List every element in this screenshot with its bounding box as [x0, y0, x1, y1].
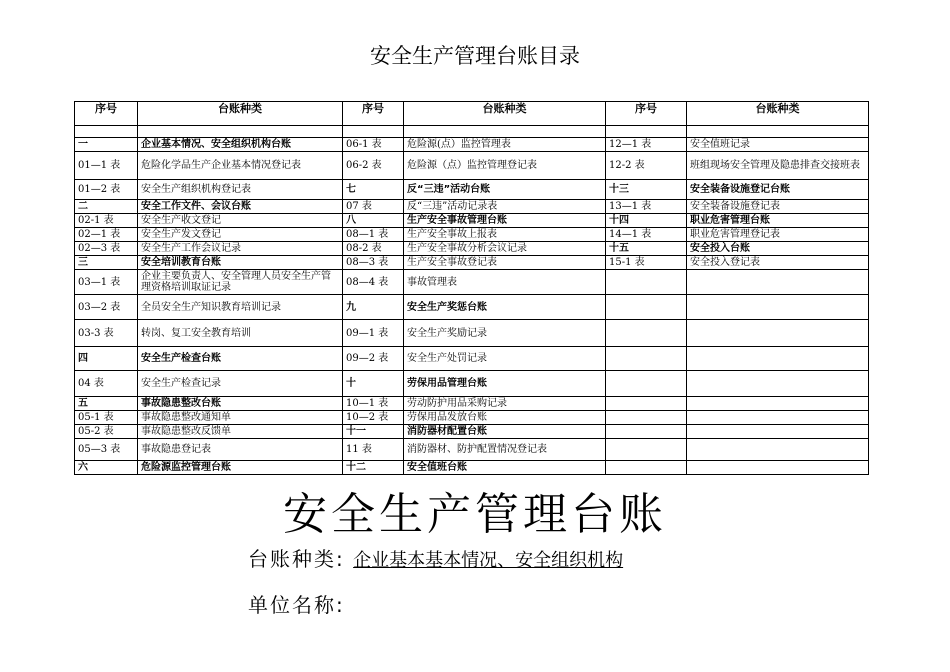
table-cell-type: [687, 126, 869, 138]
table-cell-type: [138, 126, 343, 138]
table-cell-type: 全员安全生产知识教育培训记录: [138, 295, 343, 320]
table-cell-seq: 14—1 表: [606, 228, 687, 242]
category-label: 台账种类:: [248, 547, 345, 571]
table-cell-seq: 08-2 表: [343, 242, 404, 256]
header-type-2: 台账种类: [404, 102, 606, 126]
table-cell-seq: 11 表: [343, 439, 404, 461]
table-cell-type: [687, 295, 869, 320]
table-cell-type: 劳保用品发放台账: [404, 411, 606, 425]
table-cell-type: 劳动防护用品采购记录: [404, 397, 606, 411]
table-cell-type: 职业危害管理登记表: [687, 228, 869, 242]
table-cell-type: 班组现场安全管理及隐患排查交接班表: [687, 152, 869, 180]
table-cell-seq: 09—2 表: [343, 347, 404, 371]
table-cell-seq: 十四: [606, 214, 687, 228]
table-cell-seq: 15-1 表: [606, 256, 687, 270]
table-cell-seq: 04 表: [75, 371, 138, 397]
table-cell-type: 安全工作文件、会议台账: [138, 200, 343, 214]
table-row: [75, 152, 869, 180]
table-cell-seq: 10—1 表: [343, 397, 404, 411]
table-row: [75, 228, 869, 242]
header-seq-2: 序号: [343, 102, 404, 126]
table-cell-seq: 七: [343, 180, 404, 200]
table-cell-type: 安全培训教育台账: [138, 256, 343, 270]
table-cell-type: 安全值班台账: [404, 461, 606, 475]
table-cell-seq: [75, 126, 138, 138]
table-cell-type: 安全生产收文登记: [138, 214, 343, 228]
table-cell-type: 消防器材配置台账: [404, 425, 606, 439]
table-row: [75, 439, 869, 461]
table-cell-type: 消防器材、防护配置情况登记表: [404, 439, 606, 461]
table-cell-type: 企业基本情况、安全组织机构台账: [138, 138, 343, 152]
table-row: [75, 461, 869, 475]
table-cell-type: 生产安全事故分析会议记录: [404, 242, 606, 256]
table-cell-seq: 05-2 表: [75, 425, 138, 439]
table-cell-type: [404, 126, 606, 138]
table-cell-seq: 八: [343, 214, 404, 228]
header-type-1: 台账种类: [138, 102, 343, 126]
table-cell-type: 安全投入登记表: [687, 256, 869, 270]
table-cell-seq: 01—2 表: [75, 180, 138, 200]
table-cell-type: 安全装备设施登记台账: [687, 180, 869, 200]
table-cell-type: 企业主要负责人、安全管理人员安全生产管理资格培训取证记录: [138, 270, 343, 295]
table-cell-type: [687, 397, 869, 411]
catalog-table: [74, 101, 869, 475]
unit-label: 单位名称:: [248, 593, 345, 617]
table-row: [75, 214, 869, 228]
table-row: [75, 411, 869, 425]
table-cell-seq: 06-1 表: [343, 138, 404, 152]
table-cell-type: 劳保用品管理台账: [404, 371, 606, 397]
table-row: [75, 320, 869, 347]
table-cell-type: 生产安全事故管理台账: [404, 214, 606, 228]
unit-line: [248, 589, 345, 618]
table-cell-type: [687, 411, 869, 425]
table-cell-seq: 二: [75, 200, 138, 214]
table-row: [75, 180, 869, 200]
table-cell-type: 安全生产工作会议记录: [138, 242, 343, 256]
table-cell-seq: [606, 126, 687, 138]
table-cell-seq: 08—4 表: [343, 270, 404, 295]
table-cell-seq: 十五: [606, 242, 687, 256]
header-seq-3: 序号: [606, 102, 687, 126]
table-cell-type: 危险源（点）监控管理登记表: [404, 152, 606, 180]
table-cell-seq: 02—3 表: [75, 242, 138, 256]
table-row: [75, 371, 869, 397]
table-cell-type: [687, 270, 869, 295]
table-cell-seq: 九: [343, 295, 404, 320]
table-cell-seq: 08—1 表: [343, 228, 404, 242]
table-cell-type: 职业危害管理台账: [687, 214, 869, 228]
table-cell-type: 事故隐患整改台账: [138, 397, 343, 411]
table-cell-type: [687, 320, 869, 347]
table-row: [75, 200, 869, 214]
table-body: [75, 126, 869, 475]
table-cell-type: 事故管理表: [404, 270, 606, 295]
table-cell-seq: 十一: [343, 425, 404, 439]
category-value: 企业基本基本情况、安全组织机构: [353, 550, 624, 571]
table-cell-seq: [606, 461, 687, 475]
table-cell-type: 事故隐患整改通知单: [138, 411, 343, 425]
table-cell-seq: [606, 295, 687, 320]
table-cell-type: 安全投入台账: [687, 242, 869, 256]
table-cell-seq: 十: [343, 371, 404, 397]
table-cell-seq: [606, 439, 687, 461]
table-cell-seq: 02—1 表: [75, 228, 138, 242]
table-cell-seq: 10—2 表: [343, 411, 404, 425]
table-cell-type: [687, 425, 869, 439]
table-cell-seq: 08—3 表: [343, 256, 404, 270]
table-cell-type: 安全生产发文登记: [138, 228, 343, 242]
table-cell-type: [687, 439, 869, 461]
table-cell-seq: 06-2 表: [343, 152, 404, 180]
table-cell-type: 安全生产奖惩台账: [404, 295, 606, 320]
table-row: [75, 138, 869, 152]
document-title: 安全生产管理台账目录: [370, 44, 580, 68]
table-cell-seq: 12-2 表: [606, 152, 687, 180]
table-cell-seq: [606, 371, 687, 397]
table-cell-seq: 03—2 表: [75, 295, 138, 320]
table-cell-seq: 12—1 表: [606, 138, 687, 152]
table-row: [75, 425, 869, 439]
table-cell-type: 反“三违”活动记录表: [404, 200, 606, 214]
category-line: [248, 543, 623, 572]
table-cell-type: 安全装备设施登记表: [687, 200, 869, 214]
table-cell-seq: 02-1 表: [75, 214, 138, 228]
table-cell-seq: 03-3 表: [75, 320, 138, 347]
table-cell-seq: [606, 320, 687, 347]
table-cell-type: 反“三违”活动台账: [404, 180, 606, 200]
table-cell-seq: 07 表: [343, 200, 404, 214]
table-row: [75, 256, 869, 270]
table-cell-type: 转岗、复工安全教育培训: [138, 320, 343, 347]
table-cell-seq: [606, 425, 687, 439]
table-cell-type: 安全生产检查记录: [138, 371, 343, 397]
table-row: [75, 347, 869, 371]
ledger-title: 安全生产管理台账: [283, 489, 667, 540]
table-cell-seq: 03—1 表: [75, 270, 138, 295]
table-cell-seq: 05-1 表: [75, 411, 138, 425]
table-row: [75, 270, 869, 295]
table-cell-type: [687, 347, 869, 371]
table-cell-type: 危险源监控管理台账: [138, 461, 343, 475]
table-cell-type: 危险化学品生产企业基本情况登记表: [138, 152, 343, 180]
table-cell-seq: 四: [75, 347, 138, 371]
table-cell-seq: 13—1 表: [606, 200, 687, 214]
table-cell-seq: 十三: [606, 180, 687, 200]
table-cell-seq: 05—3 表: [75, 439, 138, 461]
table-cell-type: [687, 461, 869, 475]
table-cell-type: 安全生产检查台账: [138, 347, 343, 371]
table-cell-type: 安全生产组织机构登记表: [138, 180, 343, 200]
table-cell-type: 安全值班记录: [687, 138, 869, 152]
table-cell-type: [687, 371, 869, 397]
table-cell-seq: 三: [75, 256, 138, 270]
table-cell-seq: [606, 347, 687, 371]
table-cell-type: 事故隐患登记表: [138, 439, 343, 461]
table-cell-type: 安全生产奖励记录: [404, 320, 606, 347]
table-header-row: [75, 102, 869, 126]
table-row: [75, 295, 869, 320]
table-cell-type: 安全生产处罚记录: [404, 347, 606, 371]
table-cell-seq: [343, 126, 404, 138]
table-cell-seq: [606, 411, 687, 425]
table-cell-type: 危险源(点）监控管理表: [404, 138, 606, 152]
table-cell-seq: 09—1 表: [343, 320, 404, 347]
table-cell-seq: 一: [75, 138, 138, 152]
table-cell-seq: [606, 397, 687, 411]
table-row: [75, 397, 869, 411]
table-cell-type: 事故隐患整改反馈单: [138, 425, 343, 439]
table-cell-seq: 五: [75, 397, 138, 411]
table-row: [75, 242, 869, 256]
table-cell-seq: [606, 270, 687, 295]
header-type-3: 台账种类: [687, 102, 869, 126]
table-cell-type: 生产安全事故上报表: [404, 228, 606, 242]
header-seq-1: 序号: [75, 102, 138, 126]
table-cell-seq: 01—1 表: [75, 152, 138, 180]
table-cell-type: 生产安全事故登记表: [404, 256, 606, 270]
table-row: [75, 126, 869, 138]
table-cell-seq: 六: [75, 461, 138, 475]
table-cell-seq: 十二: [343, 461, 404, 475]
